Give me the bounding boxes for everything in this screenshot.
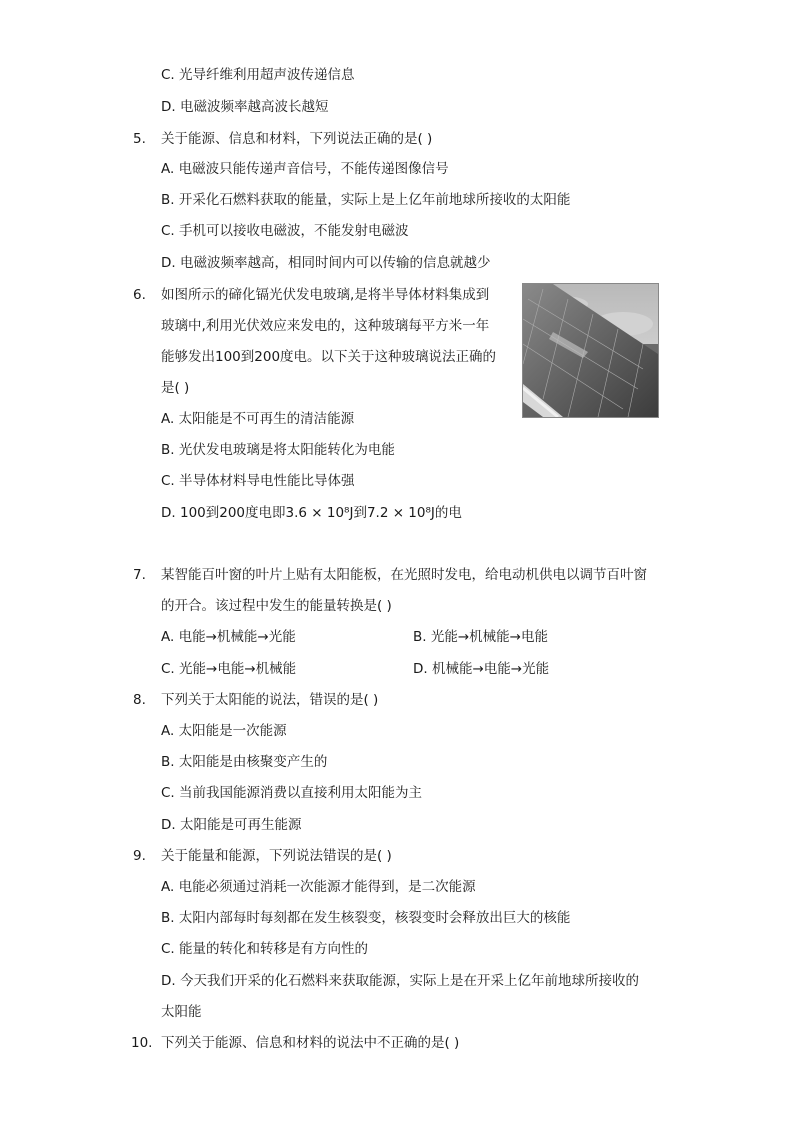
option-c: C. 手机可以接收电磁波，不能发射电磁波 (161, 223, 409, 239)
option-a: A. 太阳能是一次能源 (161, 723, 287, 739)
option-c: C. 光能→电能→机械能 (161, 661, 297, 677)
option-b: B. 太阳内部每时每刻都在发生核裂变，核裂变时会释放出巨大的核能 (161, 910, 571, 926)
question-stem: 是( ) (161, 380, 190, 396)
option-a: A. 电磁波只能传递声音信号，不能传递图像信号 (161, 161, 449, 177)
option-a: A. 太阳能是不可再生的清洁能源 (161, 411, 355, 427)
q4-option-d: D. 电磁波频率越高波长越短 (161, 99, 329, 115)
question-number: 9. (133, 848, 146, 864)
option-a: A. 电能→机械能→光能 (161, 629, 296, 645)
option-c: C. 半导体材料导电性能比导体强 (161, 473, 355, 489)
question-stem: 下列关于太阳能的说法，错误的是( ) (161, 692, 379, 708)
question-stem: 如图所示的碲化镉光伏发电玻璃,是将半导体材料集成到 (161, 287, 490, 303)
question-stem: 的开合。该过程中发生的能量转换是( ) (161, 598, 392, 614)
question-stem: 下列关于能源、信息和材料的说法中不正确的是( ) (161, 1035, 460, 1051)
option-a: A. 电能必须通过消耗一次能源才能得到，是二次能源 (161, 879, 476, 895)
question-number: 8. (133, 692, 146, 708)
question-stem: 某智能百叶窗的叶片上贴有太阳能板，在光照时发电，给电动机供电以调节百叶窗 (161, 567, 647, 583)
option-d-continued: 太阳能 (161, 1004, 202, 1020)
q4-option-c: C. 光导纤维利用超声波传递信息 (161, 67, 355, 83)
option-c: C. 能量的转化和转移是有方向性的 (161, 941, 369, 957)
option-b: B. 光能→机械能→电能 (413, 629, 548, 645)
question-number: 7. (133, 567, 146, 583)
option-b: B. 太阳能是由核聚变产生的 (161, 754, 328, 770)
option-d: D. 太阳能是可再生能源 (161, 817, 302, 833)
question-stem: 能够发出100到200度电。以下关于这种玻璃说法正确的 (161, 349, 497, 365)
option-d: D. 电磁波频率越高，相同时间内可以传输的信息就越少 (161, 255, 491, 271)
option-b: B. 开采化石燃料获取的能量，实际上是上亿年前地球所接收的太阳能 (161, 192, 571, 208)
option-d: D. 机械能→电能→光能 (413, 661, 550, 677)
option-d: D. 今天我们开采的化石燃料来获取能源，实际上是在开采上亿年前地球所接收的 (161, 973, 639, 989)
question-number: 5. (133, 131, 146, 147)
question-stem: 关于能量和能源，下列说法错误的是( ) (161, 848, 392, 864)
question-number: 6. (133, 287, 146, 303)
option-c: C. 当前我国能源消费以直接利用太阳能为主 (161, 785, 423, 801)
question-stem: 关于能源、信息和材料，下列说法正确的是( ) (161, 131, 433, 147)
question-number: 10. (131, 1035, 153, 1051)
option-b: B. 光伏发电玻璃是将太阳能转化为电能 (161, 442, 395, 458)
question-stem: 玻璃中,利用光伏效应来发电的，这种玻璃每平方米一年 (161, 318, 490, 334)
option-d: D. 100到200度电即3.6 × 10⁸J到7.2 × 10⁸J的电 (161, 505, 462, 521)
solar-glass-photo (522, 283, 659, 418)
